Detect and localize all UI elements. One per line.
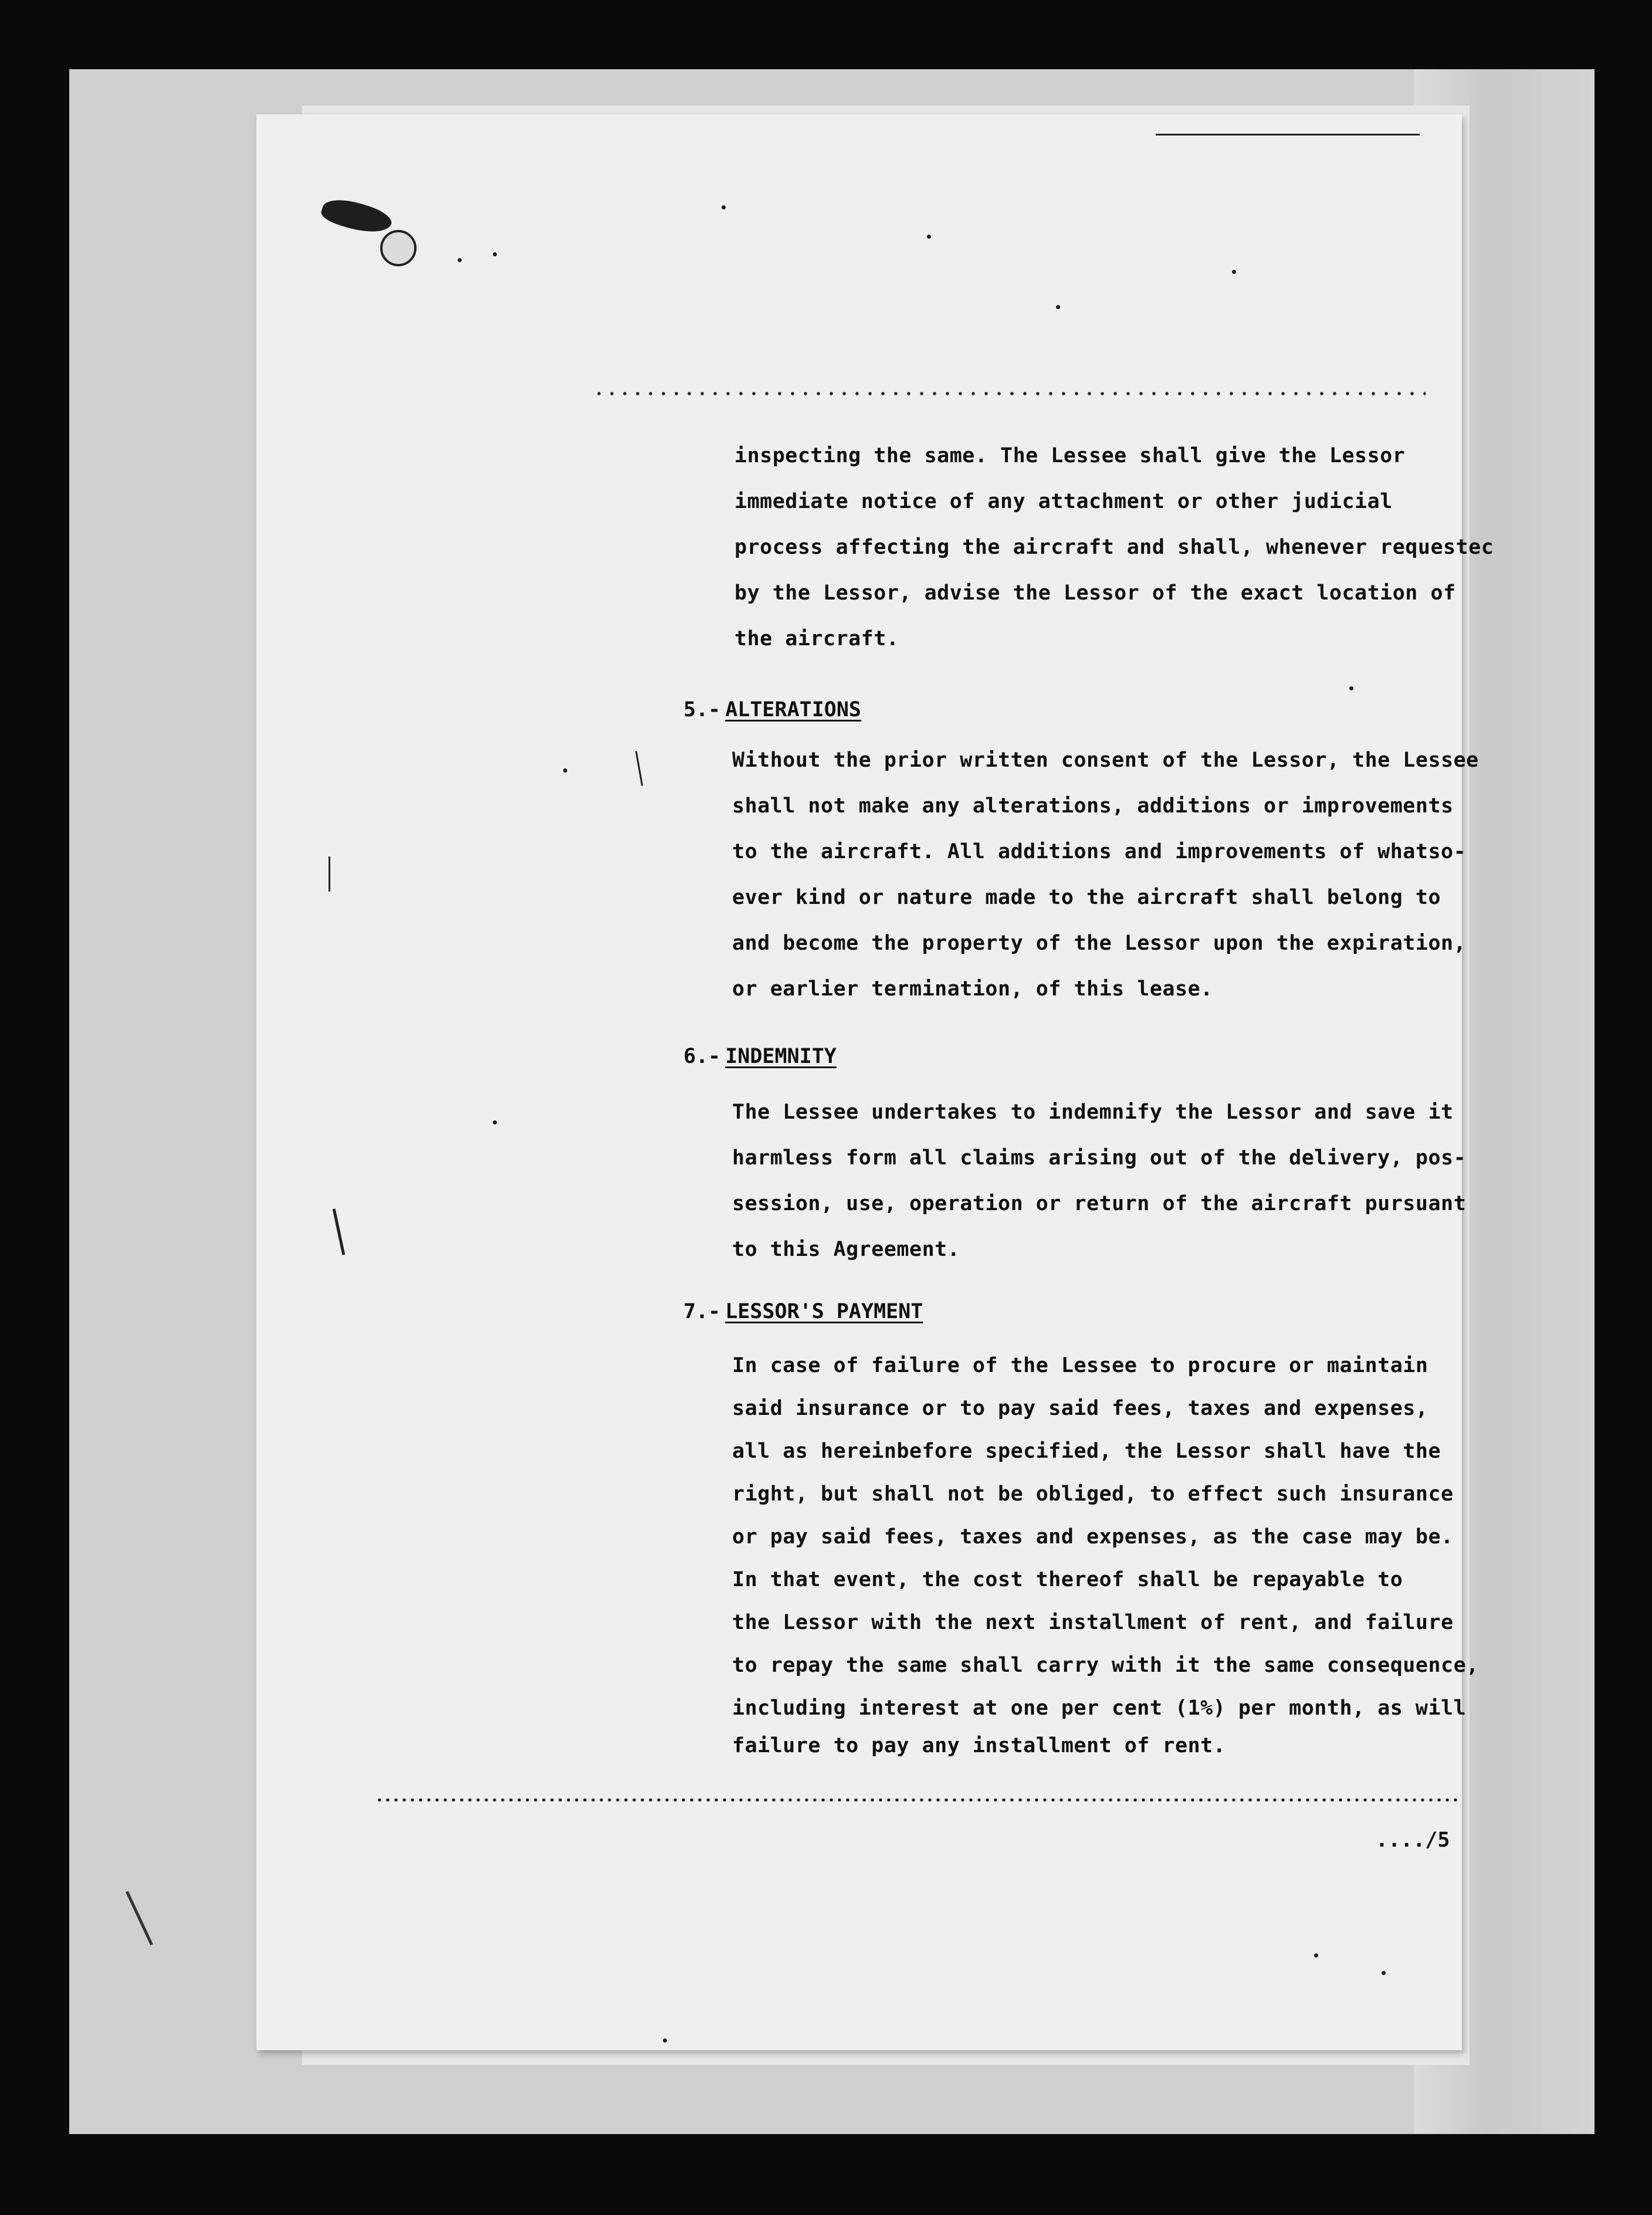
speck	[493, 1120, 497, 1125]
text-line: right, but shall not be obliged, to effect such insurance	[732, 1482, 1454, 1506]
dotted-rule-top	[593, 392, 1426, 395]
text-line: Without the prior written consent of the Lessor, the Lessee	[732, 749, 1479, 772]
text-line: said insurance or to pay said fees, taxes and expenses,	[732, 1397, 1428, 1420]
speck	[493, 252, 497, 256]
text-line: The Lessee undertakes to indemnify the Lessor and save it	[732, 1100, 1454, 1124]
section-title: LESSOR'S PAYMENT	[725, 1300, 923, 1323]
speck	[1232, 270, 1236, 274]
text-line: by the Lessor, advise the Lessor of the exact location of	[734, 581, 1456, 605]
text-line: the aircraft.	[734, 627, 899, 651]
section-heading-7	[683, 1300, 923, 1323]
text-line: inspecting the same. The Lessee shall give the Lessor	[734, 444, 1406, 468]
section-heading-5	[683, 698, 861, 722]
speck	[722, 205, 726, 209]
speck	[1349, 686, 1353, 690]
section-number: 5.-	[683, 698, 721, 722]
text-line: to repay the same shall carry with it the same consequence,	[732, 1654, 1479, 1677]
text-line: process affecting the aircraft and shall, whenever requestec	[734, 536, 1494, 559]
text-line: the Lessor with the next installment of rent, and failure	[732, 1611, 1454, 1634]
text-line: session, use, operation or return of the aircraft pursuant	[732, 1192, 1467, 1215]
section-heading-6	[683, 1045, 837, 1068]
speck	[1382, 1971, 1386, 1975]
text-line: or earlier termination, of this lease.	[732, 977, 1213, 1001]
text-line: ever kind or nature made to the aircraft shall belong to	[732, 886, 1441, 909]
text-line: to the aircraft. All additions and improvements of whatso-	[732, 840, 1467, 863]
text-line: and become the property of the Lessor upon the expiration,	[732, 932, 1467, 955]
section-number: 7.-	[683, 1300, 721, 1323]
text-line: In that event, the cost thereof shall be repayable to	[732, 1568, 1403, 1591]
section-title: ALTERATIONS	[725, 698, 862, 722]
speck	[927, 235, 931, 239]
top-rule	[1156, 134, 1420, 136]
document-page	[256, 114, 1462, 2050]
speck	[663, 2038, 667, 2043]
text-line: shall not make any alterations, additions or improvements	[732, 794, 1454, 818]
text-line: or pay said fees, taxes and expenses, as the case may be.	[732, 1525, 1454, 1549]
punch-hole	[380, 230, 417, 266]
scratch-mark	[329, 856, 330, 892]
section-title: INDEMNITY	[725, 1045, 837, 1068]
speck	[1314, 1953, 1318, 1957]
section-number: 6.-	[683, 1045, 721, 1068]
text-line: all as hereinbefore specified, the Lessor shall have the	[732, 1440, 1441, 1463]
text-line: failure to pay any installment of rent.	[732, 1734, 1226, 1757]
speck	[1056, 305, 1060, 309]
text-line: immediate notice of any attachment or other judicial	[734, 490, 1393, 513]
dotted-rule-bottom	[375, 1799, 1461, 1801]
text-line: to this Agreement.	[732, 1238, 960, 1261]
page-continuation: ..../5	[1376, 1828, 1450, 1852]
speck	[458, 258, 462, 262]
text-line: In case of failure of the Lessee to procure or maintain	[732, 1354, 1428, 1377]
text-line: harmless form all claims arising out of the delivery, pos-	[732, 1146, 1467, 1170]
text-line: including interest at one per cent (1%) per month, as will	[732, 1696, 1467, 1720]
speck	[563, 768, 567, 773]
